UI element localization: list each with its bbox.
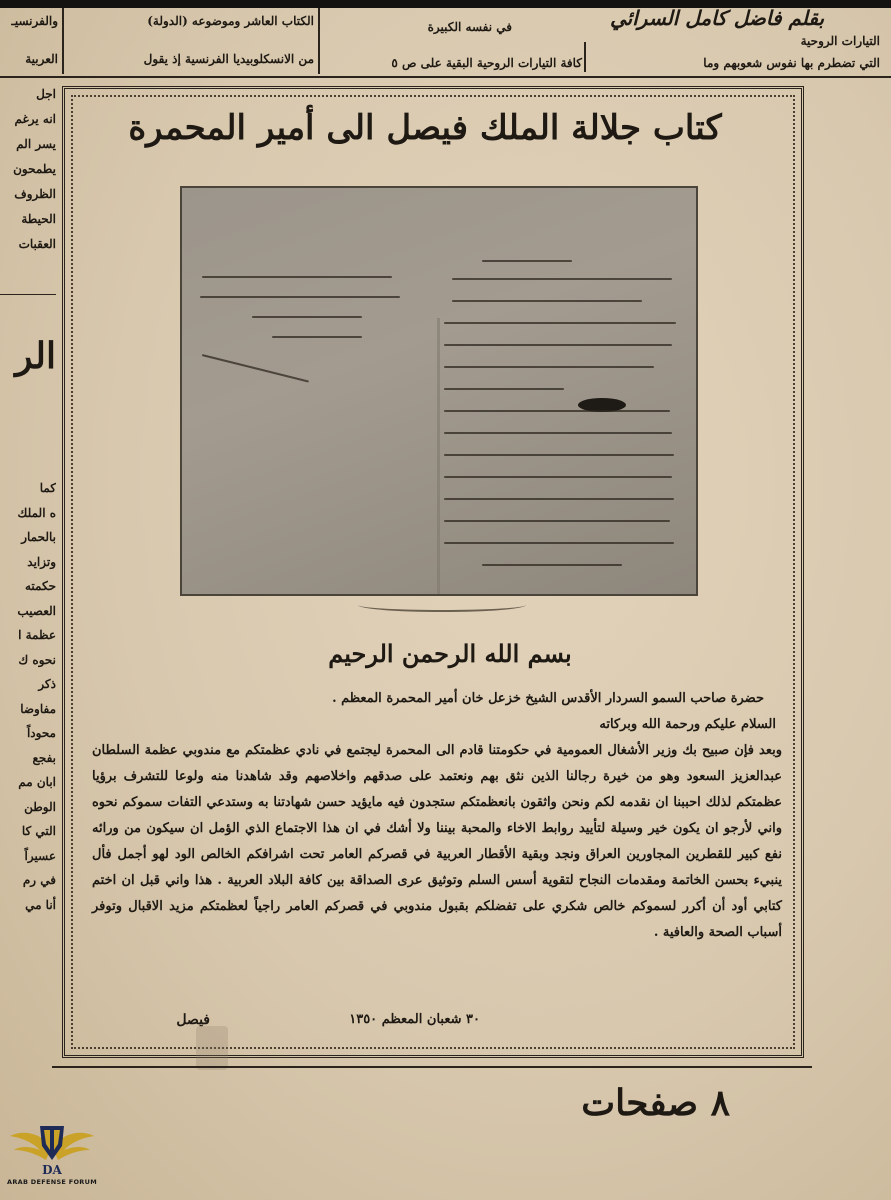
header-divider <box>62 8 64 74</box>
header-divider <box>584 42 586 72</box>
side-line: التي كا <box>21 824 56 838</box>
side-line: يسر الم <box>16 137 56 151</box>
side-line: حكمته <box>24 579 56 593</box>
handwriting-line <box>444 454 674 456</box>
handwriting-line <box>444 542 674 544</box>
side-line: انه يرغم <box>14 112 56 126</box>
side-line: مفاوضا <box>20 701 56 716</box>
header-left-column <box>66 8 314 74</box>
header-far-left-column <box>0 8 58 74</box>
header-middle-line1: في نفسه الكبيرة <box>427 20 512 34</box>
ink-smudge <box>196 1026 228 1070</box>
handwriting-line <box>202 276 392 278</box>
handwriting-line <box>452 278 672 280</box>
side-line: الحيطة <box>21 212 56 226</box>
page-count: ٨ صفحات <box>581 1082 730 1124</box>
side-line: اجل <box>36 87 56 101</box>
handwriting-line <box>482 564 622 566</box>
side-line: في رم <box>22 873 56 887</box>
handwriting-line <box>482 260 572 262</box>
side-line: أنا مي <box>25 897 56 912</box>
side-line: الظروف <box>14 187 56 201</box>
handwriting-line <box>444 388 564 390</box>
side-line: عسيراً <box>24 848 56 863</box>
header-bottom-rule <box>0 76 891 78</box>
side-heading: الر <box>15 335 56 377</box>
header-right-line1: التيارات الروحية <box>800 34 880 48</box>
article-headline: كتاب جلالة الملك فيصل الى أمير المحمرة <box>128 108 722 148</box>
side-column-bottom <box>0 476 56 917</box>
letter-body: وبعد فإن صبيح بك وزير الأشغال العمومية في حكومتنا قادم الى المحمرة ليجتمع في نادي عظمتكم مع مندوبي عظمة السلطان عبدالعزيز السعود وهو من خيرة رجالنا الذين نثق بهم ونعتمد على صدقهم واخلاصهم وقد شاهدنا منه ولوعا للتشرف برؤيا عظمتكم لذلك احببنا ان نقدمه لكم ونحن واثقون بانعظمتكم ستجدون فيه مايؤيد حسن شهادتنا به وستدعي التفات سموكم نحوه واني لأرجو ان يكون خير وسيلة لتأييد روابط الاخاء والمحبة بيننا ولا أشك في ان هذا الاجتماع الذي الؤمل ان سيكون من ورائه نفع كبير للقطرين المجاورين العراق ونجد وبقية الأقطار العربية في قصركم العامر تحت اشرافكم الخالص الود لهو أجمل فأل ينبيء بحسن الخاتمة ومقدمات النجاح لتقوية أسس السلم وتوثيق عرى الصداقة بين كافة البلاد العربية . هذا واني قبل ان اختم كتابي أود أن أكرر لسموكم خالص شكري على تفضلكم بقبول مندوبي في قصركم العامر راجياً لعظمتكم مزيد الاقبال وتوفر أسباب الصحة والعافية . <box>92 743 782 940</box>
side-line: ذكر <box>38 677 56 691</box>
letter-signature: فيصل <box>176 1012 210 1028</box>
handwriting-line <box>272 336 362 338</box>
header-title-fragment: بقلم فاضل کامل السرائي <box>610 6 825 30</box>
side-heading-box <box>0 326 56 390</box>
handwriting-line <box>444 410 670 412</box>
side-column-top <box>0 82 56 257</box>
letter-date: ٣٠ شعبان المعظم ١٣٥٠ <box>349 1012 480 1027</box>
side-line: العقبات <box>18 237 56 251</box>
side-line: بالحمار <box>21 530 56 544</box>
side-line: نحوه ك <box>18 652 56 667</box>
side-rule <box>0 294 56 295</box>
salutation: حضرة صاحب السمو السردار الأقدس الشيخ خزعل خان أمير المحمرة المعظم . <box>332 691 764 706</box>
wings-emblem-icon <box>6 1120 98 1178</box>
letter-text <box>92 686 782 946</box>
header-middle-line2: كافة التيارات الروحية البقية على ص ٥ <box>391 56 582 70</box>
header-left-line1: الكتاب العاشر وموضوعه (الدولة) <box>147 14 314 28</box>
side-line: كما <box>39 481 56 495</box>
side-line: الوطن <box>24 799 56 814</box>
side-line: يطمحون <box>13 162 56 176</box>
header-far-left-line1: والفرنسيـ <box>11 14 58 28</box>
side-line: العصيب <box>17 603 56 618</box>
handwriting-line <box>452 300 642 302</box>
handwriting-line <box>444 476 672 478</box>
side-line: بفجع <box>32 750 56 765</box>
side-line: ابان مم <box>18 775 56 789</box>
side-line: وتزايد <box>27 554 56 569</box>
logo-monogram: DA <box>42 1163 62 1177</box>
side-line: ه الملك <box>17 505 56 520</box>
letter-photograph <box>180 186 698 596</box>
handwriting-line <box>444 322 676 324</box>
header-middle-column <box>320 8 582 74</box>
handwriting-line <box>444 432 672 434</box>
header-left-line2: من الانسكلوبيديا الفرنسية إذ يقول <box>143 52 314 66</box>
handwriting-line <box>444 344 672 346</box>
side-line: محوداً <box>26 726 56 740</box>
handwriting-line <box>202 354 309 383</box>
letter-page-curl <box>358 598 526 612</box>
letter-fold-line <box>437 318 440 596</box>
greeting: السلام عليكم ورحمة الله وبركاته <box>599 717 776 732</box>
bottom-rule <box>52 1066 812 1068</box>
basmala: بسم الله الرحمن الرحيم <box>328 639 572 668</box>
handwriting-line <box>444 520 670 522</box>
handwriting-line <box>444 366 654 368</box>
logo-forum-name: ARAB DEFENSE FORUM <box>7 1178 97 1186</box>
header-right-line2: التي تضطرم بها نفوس شعوبهم وما <box>703 56 880 70</box>
side-line: عظمة ا <box>18 628 56 642</box>
header-divider <box>318 8 320 74</box>
forum-logo <box>6 1120 98 1196</box>
handwriting-line <box>252 316 362 318</box>
header-right-column <box>590 8 880 74</box>
header-far-left-line2: العربية <box>25 52 58 66</box>
handwriting-line <box>444 498 674 500</box>
handwriting-line <box>200 296 400 298</box>
